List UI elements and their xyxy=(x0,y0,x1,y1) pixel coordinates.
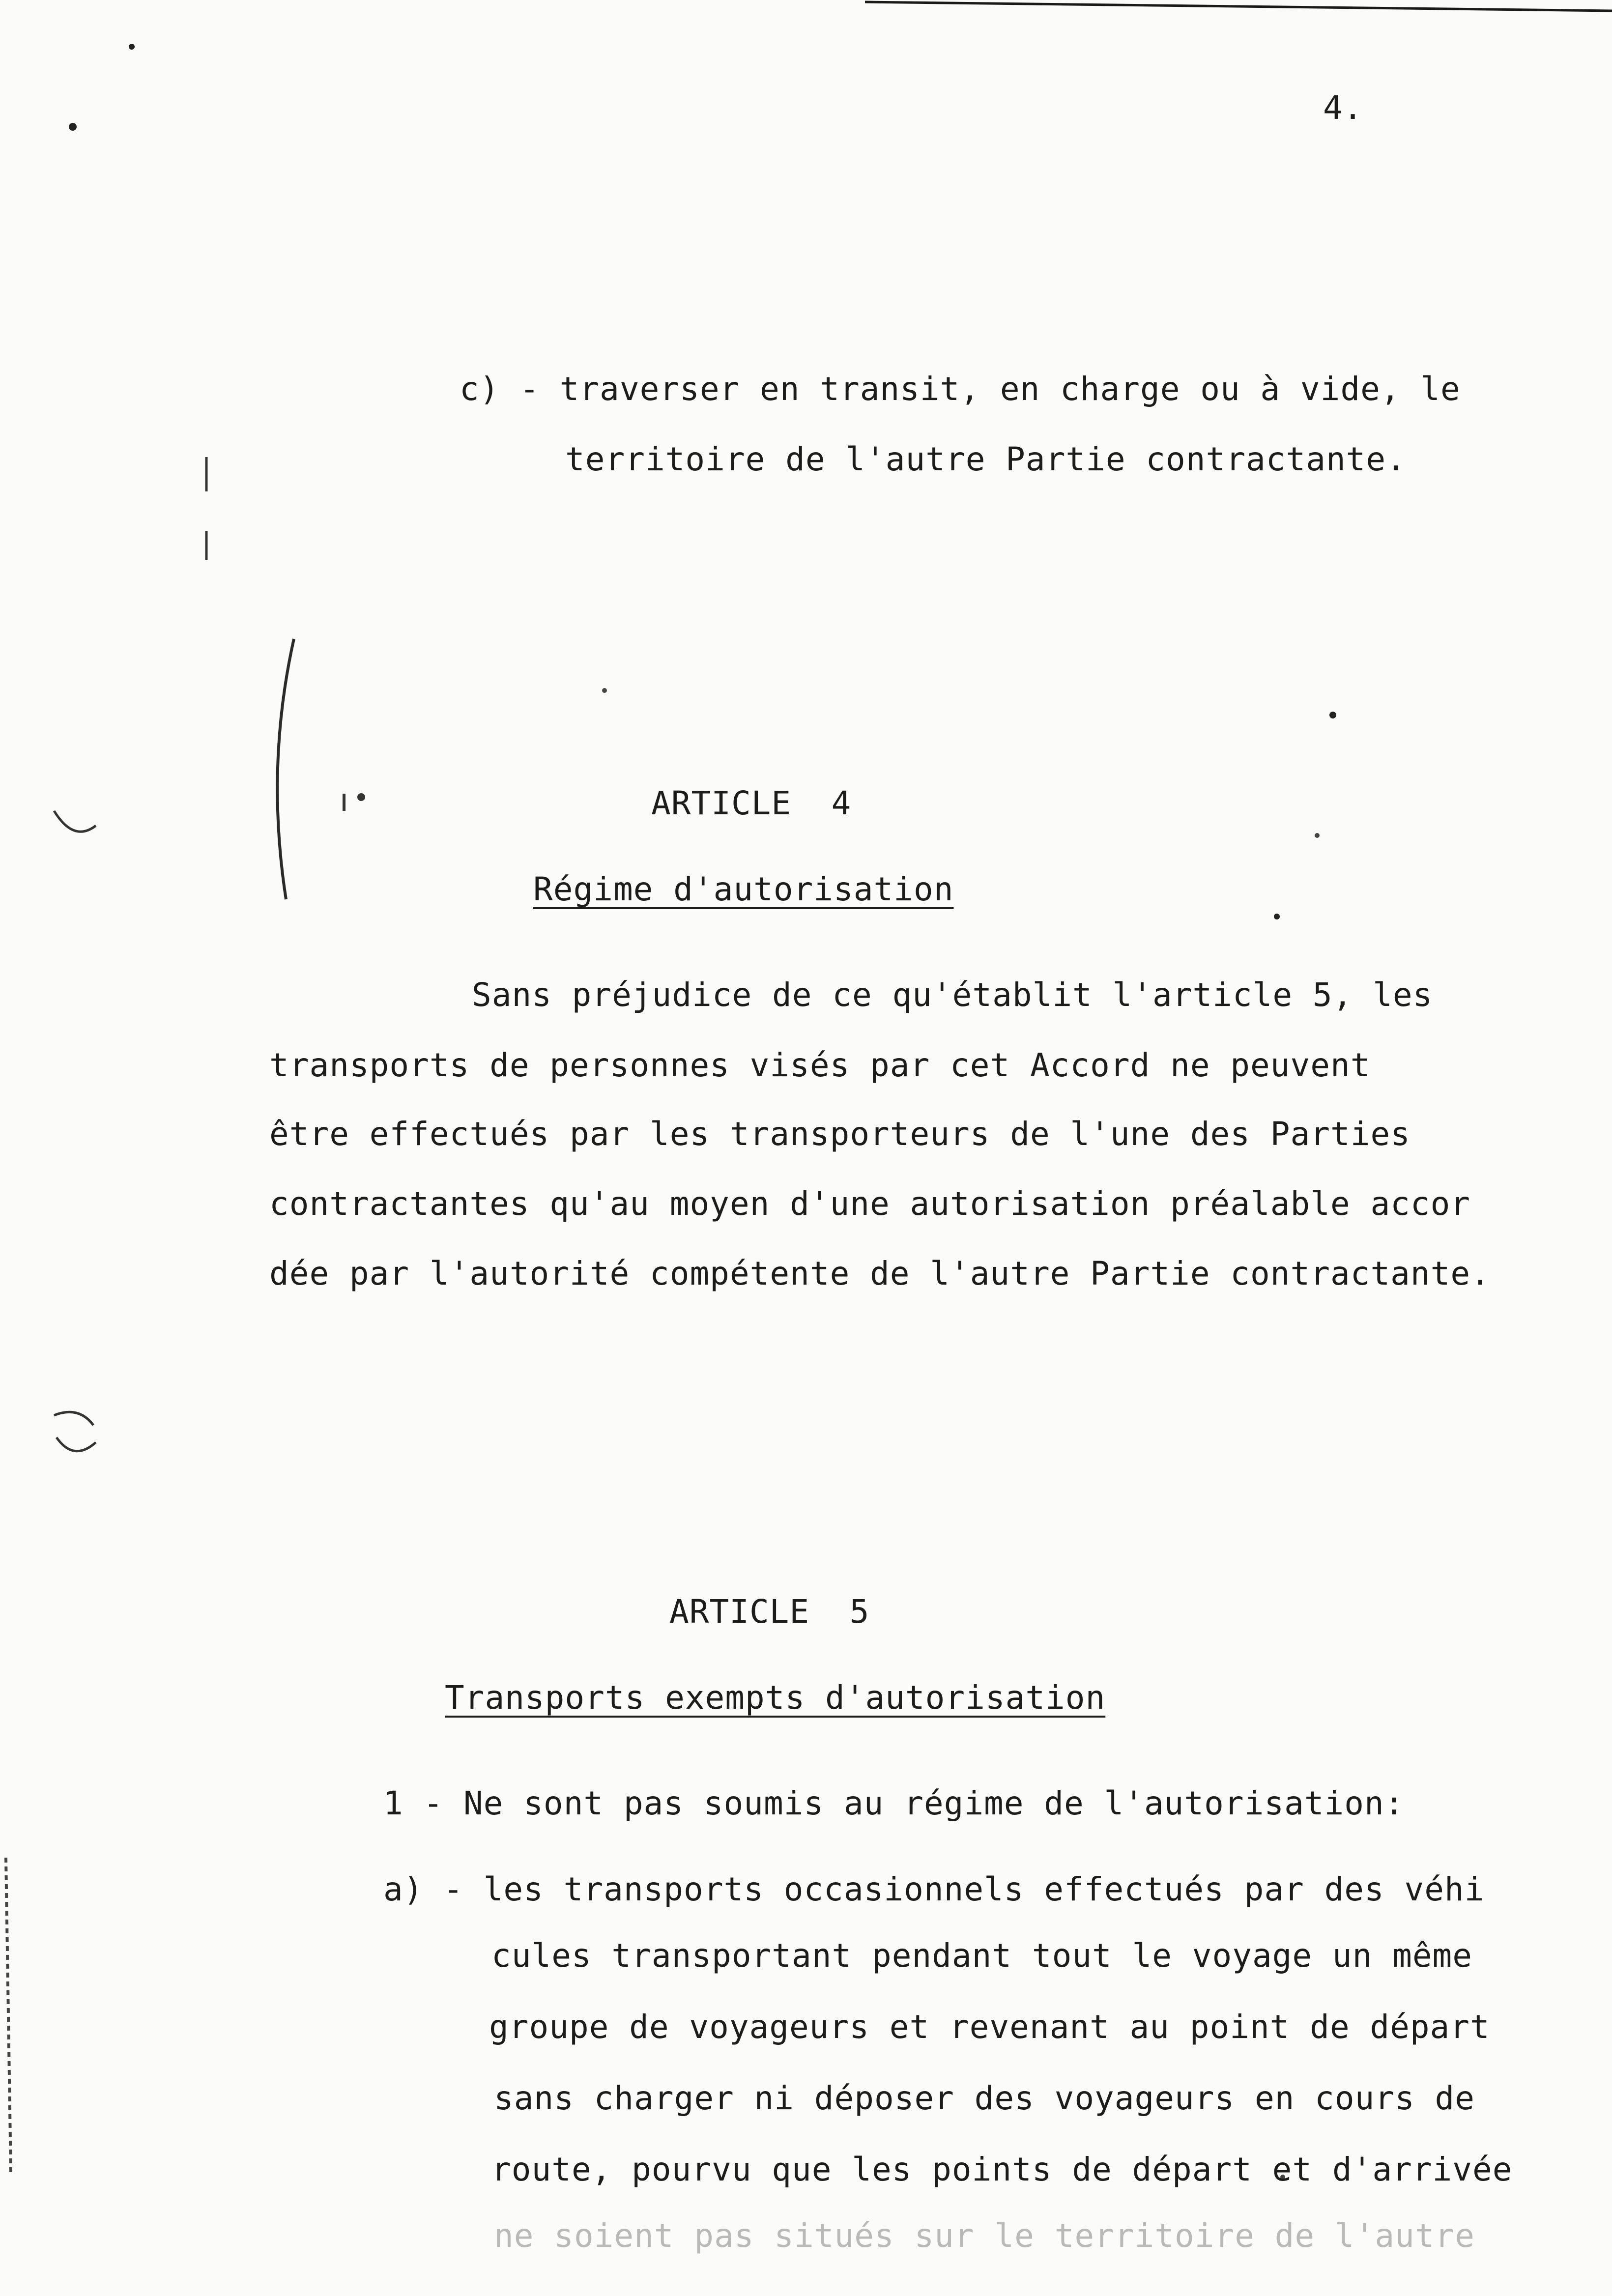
article-5-item-a-line-1: a) - les transports occasionnels effectués par des véhi xyxy=(383,1870,1485,1908)
article-5-item-a-line-6: ne soient pas situés sur le territoire de l'autre xyxy=(494,2217,1475,2255)
article-5-item-a-line-5: route, pourvu que les points de départ et d'arrivée xyxy=(491,2151,1513,2188)
article-4-para-line-4: contractantes qu'au moyen d'une autorisation préalable accor xyxy=(269,1185,1471,1223)
article-5-item-1: 1 - Ne sont pas soumis au régime de l'autorisation: xyxy=(383,1784,1405,1822)
article-5-item-a-line-3: groupe de voyageurs et revenant au point de départ xyxy=(489,2008,1490,2046)
article-4-para-line-5: dée par l'autorité compétente de l'autre Partie contractante. xyxy=(269,1255,1491,1292)
article-4-para-line-1: Sans préjudice de ce qu'établit l'article 5, les xyxy=(472,976,1433,1014)
item-c-line-2: territoire de l'autre Partie contractante. xyxy=(565,440,1406,478)
page-number: 4. xyxy=(1323,89,1363,127)
article-4-subtitle: Régime d'autorisation xyxy=(533,870,954,908)
article-4-heading: ARTICLE 4 xyxy=(651,784,852,822)
article-5-heading: ARTICLE 5 xyxy=(669,1593,870,1631)
article-4-para-line-3: être effectués par les transporteurs de l'une des Parties xyxy=(269,1115,1410,1153)
article-5-item-a-line-4: sans charger ni déposer des voyageurs en cours de xyxy=(494,2079,1475,2117)
article-4-para-line-2: transports de personnes visés par cet Accord ne peuvent xyxy=(269,1046,1371,1084)
article-5-subtitle: Transports exempts d'autorisation xyxy=(445,1679,1106,1717)
item-c-line-1: c) - traverser en transit, en charge ou à vide, le xyxy=(460,370,1461,408)
article-5-item-a-line-2: cules transportant pendant tout le voyage un même xyxy=(491,1937,1473,1975)
